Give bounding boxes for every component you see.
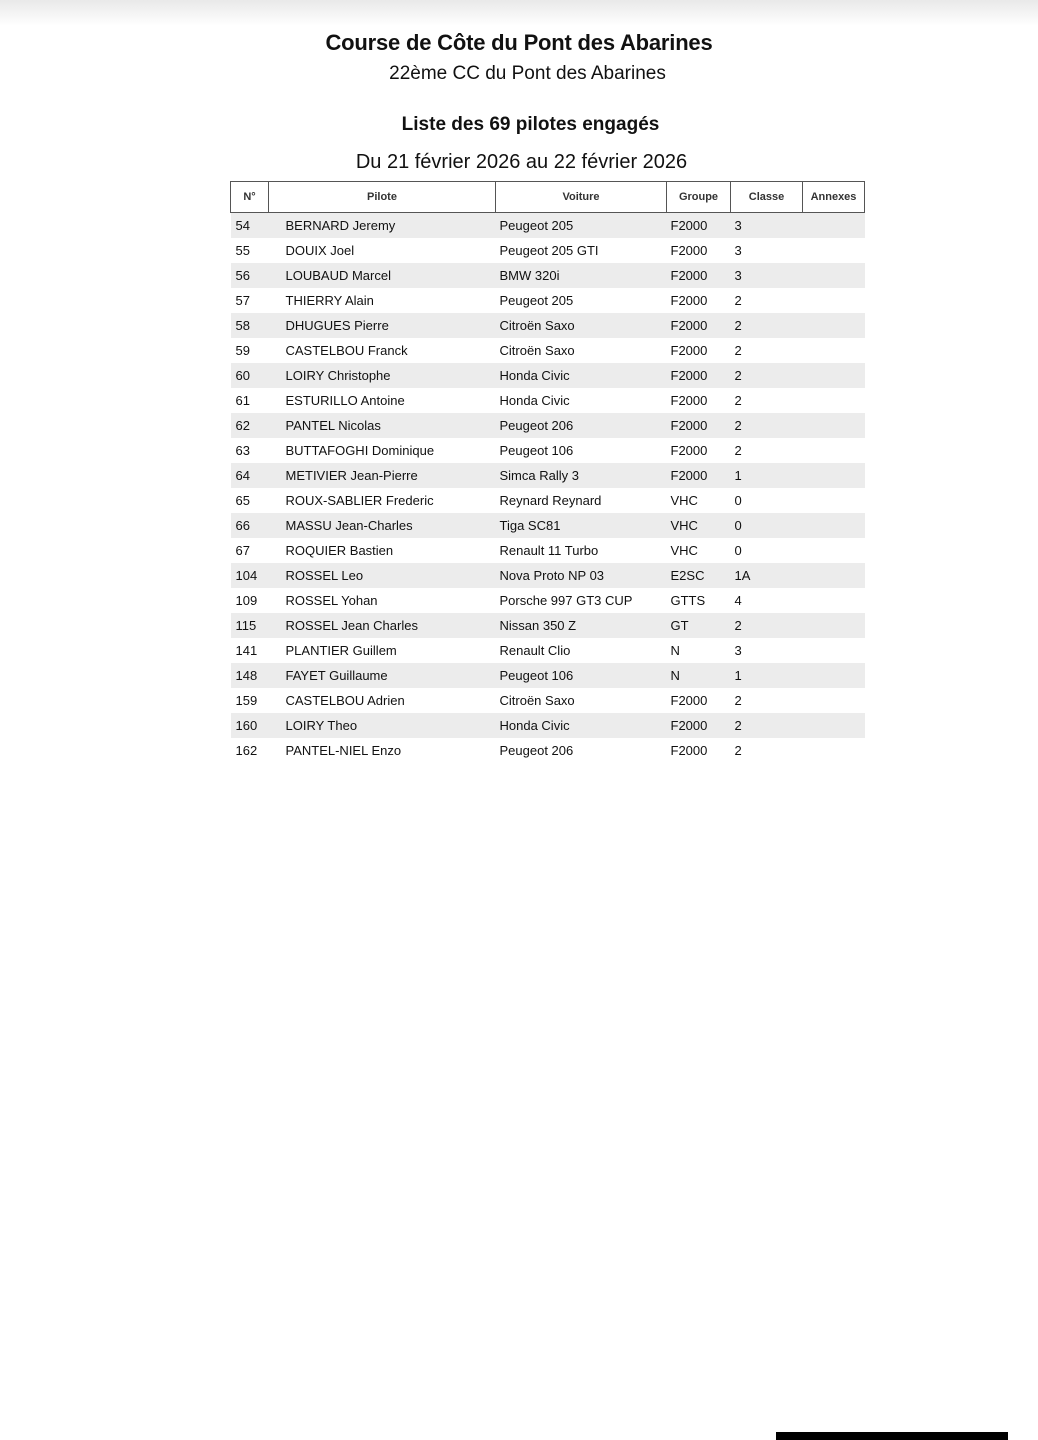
cell-pilote: FAYET Guillaume: [269, 663, 496, 688]
cell-voiture: Peugeot 205: [496, 213, 667, 239]
cell-annexes: [803, 738, 865, 763]
column-header-num: N°: [231, 182, 269, 213]
table-row: [231, 738, 865, 763]
cell-classe: 1: [731, 463, 803, 488]
table-row: [231, 388, 865, 413]
cell-pilote: ROSSEL Jean Charles: [269, 613, 496, 638]
cell-classe: 2: [731, 413, 803, 438]
cell-voiture: Nova Proto NP 03: [496, 563, 667, 588]
cell-groupe: N: [667, 663, 731, 688]
cell-groupe: F2000: [670, 443, 708, 458]
cell-num: 59: [235, 343, 250, 358]
cell-voiture: Nissan 350 Z: [496, 613, 667, 638]
cell-classe: 4: [734, 593, 742, 608]
cell-pilote: DHUGUES Pierre: [269, 313, 496, 338]
table-row: [231, 238, 865, 263]
cell-num: 66: [231, 513, 269, 538]
cell-classe: 0: [734, 493, 742, 508]
cell-annexes: [803, 313, 865, 338]
table-header-row: [231, 182, 865, 213]
cell-groupe: F2000: [667, 413, 731, 438]
cell-classe: 2: [734, 393, 742, 408]
cell-classe: 2: [731, 613, 803, 638]
cell-annexes: [803, 338, 865, 363]
cell-annexes: [803, 563, 865, 588]
cell-num: 56: [231, 263, 269, 288]
cell-num: 104: [231, 563, 269, 588]
page-title: Course de Côte du Pont des Abarines: [325, 30, 713, 55]
cell-voiture: Citroën Saxo: [496, 313, 667, 338]
cell-annexes: [803, 488, 865, 513]
table-row: [231, 463, 865, 488]
cell-pilote: BERNARD Jeremy: [269, 213, 496, 239]
table-row: [231, 638, 865, 663]
cell-annexes: [803, 438, 865, 463]
cell-voiture: Tiga SC81: [496, 513, 667, 538]
cell-classe: 2: [734, 743, 742, 758]
cell-pilote: ROSSEL Leo: [269, 563, 496, 588]
cell-annexes: [803, 388, 865, 413]
cell-pilote: PLANTIER Guillem: [285, 643, 397, 658]
cell-voiture: Peugeot 206: [499, 743, 574, 758]
cell-pilote: LOIRY Theo: [269, 713, 496, 738]
cell-annexes: [803, 513, 865, 538]
cell-pilote: BUTTAFOGHI Dominique: [285, 443, 435, 458]
cell-num: 64: [231, 463, 269, 488]
cell-annexes: [803, 588, 865, 613]
cell-voiture: Peugeot 205: [499, 293, 574, 308]
top-edge-shadow: [0, 0, 1038, 26]
cell-pilote: LOIRY Christophe: [269, 363, 496, 388]
cell-num: 58: [231, 313, 269, 338]
cell-groupe: F2000: [670, 243, 708, 258]
cell-groupe: F2000: [670, 343, 708, 358]
table-row: [231, 588, 865, 613]
cell-groupe: F2000: [667, 463, 731, 488]
cell-groupe: F2000: [667, 313, 731, 338]
cell-voiture: Simca Rally 3: [496, 463, 667, 488]
cell-voiture: Reynard Reynard: [499, 493, 602, 508]
cell-num: 61: [235, 393, 250, 408]
entries-table: [230, 181, 865, 763]
cell-groupe: F2000: [670, 393, 708, 408]
cell-pilote: CASTELBOU Franck: [285, 343, 408, 358]
cell-num: 115: [231, 613, 269, 638]
cell-pilote: LOUBAUD Marcel: [269, 263, 496, 288]
table-row: [231, 213, 865, 239]
table-row: [231, 513, 865, 538]
cell-pilote: MASSU Jean-Charles: [269, 513, 496, 538]
cell-annexes: [803, 363, 865, 388]
table-row: [231, 338, 865, 363]
cell-groupe: VHC: [670, 493, 698, 508]
cell-voiture: Renault Clio: [499, 643, 571, 658]
cell-classe: 1: [731, 663, 803, 688]
cell-num: 148: [231, 663, 269, 688]
cell-classe: 1A: [731, 563, 803, 588]
cell-num: 54: [231, 213, 269, 239]
cell-num: 67: [235, 543, 250, 558]
table-row: [231, 688, 865, 713]
cell-pilote: THIERRY Alain: [285, 293, 374, 308]
cell-num: 62: [231, 413, 269, 438]
cell-pilote: PANTEL Nicolas: [269, 413, 496, 438]
page-subtitle: 22ème CC du Pont des Abarines: [389, 63, 666, 84]
cell-classe: 0: [731, 513, 803, 538]
table-row: [231, 413, 865, 438]
cell-voiture: Peugeot 106: [496, 663, 667, 688]
cell-voiture: Peugeot 206: [496, 413, 667, 438]
cell-annexes: [803, 688, 865, 713]
cell-num: 60: [231, 363, 269, 388]
cell-groupe: F2000: [667, 363, 731, 388]
cell-annexes: [803, 288, 865, 313]
cell-pilote: DOUIX Joel: [285, 243, 355, 258]
column-header-groupe: Groupe: [667, 182, 731, 213]
cell-pilote: ROUX-SABLIER Frederic: [285, 493, 434, 508]
cell-groupe: F2000: [667, 213, 731, 239]
cell-annexes: [803, 413, 865, 438]
cell-groupe: GTTS: [670, 593, 706, 608]
cell-classe: 0: [734, 543, 742, 558]
cell-groupe: F2000: [667, 713, 731, 738]
cell-annexes: [803, 263, 865, 288]
cell-classe: 2: [734, 293, 742, 308]
cell-num: 159: [235, 693, 258, 708]
cell-pilote: CASTELBOU Adrien: [285, 693, 405, 708]
cell-voiture: Peugeot 106: [499, 443, 574, 458]
list-heading: Liste des 69 pilotes engagés: [401, 114, 660, 135]
event-dates: Du 21 février 2026 au 22 février 2026: [355, 151, 688, 173]
cell-groupe: VHC: [667, 513, 731, 538]
table-row: [231, 563, 865, 588]
table-row: [231, 288, 865, 313]
cell-annexes: [803, 713, 865, 738]
cell-pilote: METIVIER Jean-Pierre: [269, 463, 496, 488]
cell-groupe: N: [670, 643, 680, 658]
cell-voiture: Honda Civic: [496, 363, 667, 388]
cell-voiture: Citroën Saxo: [499, 343, 575, 358]
cell-num: 109: [235, 593, 258, 608]
table-row: [231, 263, 865, 288]
cell-num: 55: [235, 243, 250, 258]
column-header-annexes: Annexes: [803, 182, 865, 213]
table-body: [231, 213, 865, 764]
table-row: [231, 488, 865, 513]
cell-groupe: F2000: [670, 743, 708, 758]
cell-voiture: Citroën Saxo: [499, 693, 575, 708]
cell-pilote: ESTURILLO Antoine: [285, 393, 405, 408]
table-row: [231, 363, 865, 388]
cell-annexes: [803, 638, 865, 663]
cell-annexes: [803, 213, 865, 239]
column-header-classe: Classe: [731, 182, 803, 213]
cell-classe: 3: [731, 263, 803, 288]
cell-voiture: Peugeot 205 GTI: [499, 243, 599, 258]
cell-pilote: ROQUIER Bastien: [285, 543, 394, 558]
cell-voiture: Porsche 997 GT3 CUP: [499, 593, 633, 608]
cell-voiture: BMW 320i: [496, 263, 667, 288]
cell-num: 141: [235, 643, 258, 658]
cell-num: 63: [235, 443, 250, 458]
cell-voiture: Honda Civic: [496, 713, 667, 738]
cell-annexes: [803, 613, 865, 638]
cell-voiture: Honda Civic: [499, 393, 570, 408]
table-row: [231, 313, 865, 338]
cell-classe: 2: [731, 313, 803, 338]
cell-pilote: ROSSEL Yohan: [285, 593, 378, 608]
table-row: [231, 663, 865, 688]
cell-classe: 3: [734, 243, 742, 258]
cell-annexes: [803, 663, 865, 688]
cell-groupe: F2000: [667, 263, 731, 288]
cell-classe: 3: [731, 213, 803, 239]
cell-classe: 3: [734, 643, 742, 658]
cell-classe: 2: [734, 693, 742, 708]
cell-classe: 2: [731, 363, 803, 388]
cell-groupe: GT: [667, 613, 731, 638]
table-row: [231, 538, 865, 563]
bottom-black-bar: [776, 1432, 1008, 1440]
cell-annexes: [803, 463, 865, 488]
cell-groupe: E2SC: [667, 563, 731, 588]
column-header-pilote: Pilote: [269, 182, 496, 213]
table-row: [231, 613, 865, 638]
cell-annexes: [803, 538, 865, 563]
cell-annexes: [803, 238, 865, 263]
cell-num: 160: [231, 713, 269, 738]
table-row: [231, 438, 865, 463]
cell-num: 57: [235, 293, 250, 308]
cell-classe: 2: [734, 443, 742, 458]
cell-num: 65: [235, 493, 250, 508]
cell-classe: 2: [731, 713, 803, 738]
cell-voiture: Renault 11 Turbo: [499, 543, 599, 558]
column-header-voiture: Voiture: [496, 182, 667, 213]
cell-classe: 2: [734, 343, 742, 358]
cell-groupe: F2000: [670, 293, 708, 308]
cell-num: 162: [235, 743, 258, 758]
table-row: [231, 713, 865, 738]
cell-groupe: F2000: [670, 693, 708, 708]
cell-pilote: PANTEL-NIEL Enzo: [285, 743, 402, 758]
cell-groupe: VHC: [670, 543, 698, 558]
